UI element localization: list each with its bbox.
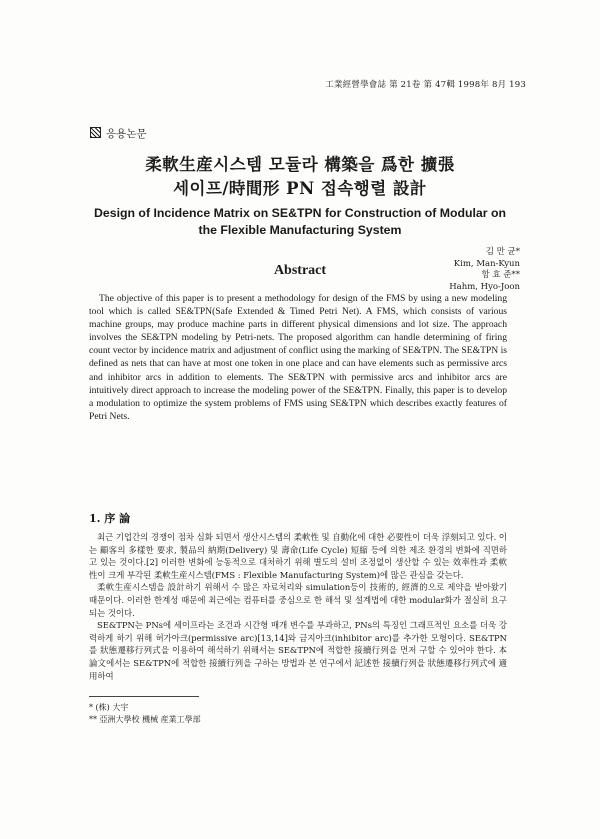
author-1-korean-name: 김 만 균* xyxy=(485,247,520,257)
section-tag-label: 응용논문 xyxy=(106,128,147,140)
english-title-line-1: Design of Incidence Matrix on SE&TPN for Construction of Modular on xyxy=(94,206,506,220)
korean-title-line-1: 柔軟生産시스템 모듈라 構築을 爲한 擴張 xyxy=(145,155,455,174)
abstract-heading: Abstract xyxy=(273,263,327,278)
author-1-english-name: Kim, Man-Kyun xyxy=(453,258,520,269)
section-1-heading: 1. 序 論 xyxy=(89,512,131,525)
section-1-body xyxy=(89,531,507,682)
body-paragraph-2: 柔軟生産시스템을 設計하기 위해서 수 많은 자료처리와 simulation등이 技術的, 經濟的으로 제약을 받아왔기 때문이다. 이러한 한계성 때문에 최근에는 컴퓨터를 중심으로 한 해석 및 설계법에 대한 modular화가 절실히 요구되는 것이다. xyxy=(89,582,507,618)
footnote-1: * (株) 大宇 xyxy=(89,703,129,712)
footnote-divider xyxy=(89,696,199,697)
section-tag xyxy=(90,126,147,141)
english-title xyxy=(0,205,600,239)
footnote-2: ** 亞洲大學校 機械 産業工學部 xyxy=(89,714,201,724)
abstract-text: The objective of this paper is to present a methodology for design of the FMS by using a new modeling tool which is called SE&TPN(Safe Extended & Timed Petri Net). A FMS, which consists of various machine groups, may produce machine parts in different physical dimensions and lot size. The approach involves the SE&TPN modeling by Petri-nets. The proposed algorithm can handle determining of firing count vector by incidence matrix and adjustment of conflict using the marking of SE&TPN. The SE&TPN is defined as nets that can have at most one token in one place and can have elements such as permissive arcs and inhibitor arcs in addition to elements. The SE&TPN with permissive arcs and inhibitor arcs are intuitively direct approach to increase the modeling power of the SE&TPN. Finally, this paper is to develop a modulation to optimize the system problems of FMS using SE&TPN which describes exactly features of Petri Nets. xyxy=(89,293,507,422)
hatched-box-icon xyxy=(90,127,101,138)
korean-title xyxy=(0,153,600,201)
author-2-english-name: Hahm, Hyo-Joon xyxy=(449,281,520,292)
body-paragraph-3: SE&TPN는 PNs에 세이프라는 조건과 시간형 매개 변수를 부과하고, PNs의 특징인 그래프적인 요소를 더욱 강력하게 하기 위해 허가아크(permissive arc)[13,14]와 금지아크(inhibitor arc)를 추가한 모형이다. SE&TPN를 狀態遷移行列式을 이용하여 해석하기 위해서는 SE&TPN에 적합한 接續行列을 먼저 구할 수 있어야 한다. 本 論文에서는 SE&TPN에 적합한 接續行列을 구하는 방법과 본 연구에서 記述한 接續行列을 狀態遷移行列式에 適用하여 xyxy=(89,620,507,681)
korean-title-line-2: 세이프/時間形 PN 접속행렬 設計 xyxy=(173,179,427,198)
author-2-korean-name: 함 효 준** xyxy=(481,270,520,281)
footnotes xyxy=(89,702,201,725)
running-head: 工業經營學會誌 第 21卷 第 47輯 1998年 8月 193 xyxy=(325,80,526,90)
body-paragraph-1: 최근 기업간의 경쟁이 점차 심화 되면서 생산시스템의 柔軟性 및 自動化에 대한 必要性이 더욱 浮刻되고 있다. 이는 顧客의 多樣한 要求, 製品의 納期(Delivery) 및 壽命(Life Cycle) 短縮 등에 의한 제조 환경의 변화에 직면하고 있는 것이다.[2] 이러한 변화에 능동적으로 대처하기 위해 별도의 설비 조정없이 생산할 수 있는 效率性과 柔軟性이 크게 부각된 柔軟生産시스템(FMS : Flexible Manufacturing System)에 많은 관심을 갖는다. xyxy=(89,532,507,580)
english-title-line-2: the Flexible Manufacturing System xyxy=(198,223,402,237)
